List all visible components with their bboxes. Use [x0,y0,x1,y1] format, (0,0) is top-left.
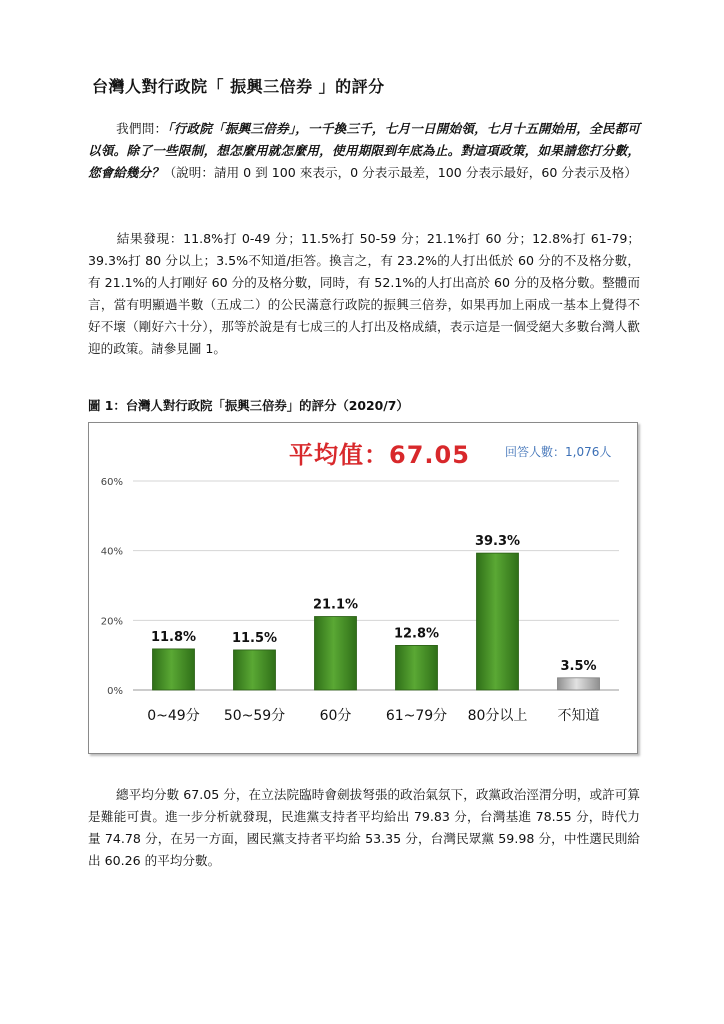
data-label: 39.3% [474,534,521,550]
x-category-label: 61~79分 [385,708,448,724]
bar-chart [89,423,637,753]
respondents-label: 回答人數：1,076人 [505,445,612,459]
data-label: 12.8% [393,626,440,642]
figure-caption: 圖 1：台灣人對行政院「振興三倍券」的評分（2020/7） [88,398,409,413]
question-note: （說明：請用 0 到 100 來表示，0 分表示最差，100 分表示最好，60 分表示及格） [163,165,637,180]
results-paragraph [88,228,640,360]
bar-1 [234,650,276,690]
question-text: 「行政院「振興三倍券」，一千換三千，七月一日開始領，七月十五開始用，全民都可以領。除了一些限制，想怎麼用就怎麼用，使用期限到年底為止。對這項政策，如果請您打分數，您會給幾分？ [88,121,641,180]
bar-0 [153,649,195,690]
x-category-label: 不知道 [557,708,600,724]
x-category-label: 80分以上 [467,708,528,724]
x-category-label: 50~59分 [223,708,286,724]
data-label: 3.5% [560,658,597,674]
bar-3 [396,645,438,690]
summary-paragraph [88,784,640,872]
data-label: 11.5% [231,630,278,646]
results-text: 結果發現：11.8%打 0-49 分；11.5%打 50-59 分；21.1%打 60 分；12.8%打 61-79；39.3%打 80 分以上；3.5%不知道/拒答。換言之，有 23.2%的人打出低於 60 分的不及格分數，有 21.1%的人打剛好 60 分的及格分數，同時，有 52.1%的人打出高於 60 分的及格分數。整體而言，當有明顯過半數（五成二）的公民滿意行政院的振興三倍券，如果再加上兩成一基本上覺得不好不壞（剛好六十分），那等於說是有七成三的人打出及格成績，表示這是一個受絕大多數台灣人歡迎的政策。請參見圖 1。 [88,231,640,356]
data-label: 11.8% [150,629,197,645]
page-title: 台灣人對行政院「 振興三倍券 」的評分 [92,77,385,96]
data-label: 21.1% [312,597,359,613]
y-tick-label: 0% [107,686,123,697]
y-tick-label: 60% [100,477,123,488]
question-paragraph [88,118,640,184]
x-category-label: 0~49分 [147,708,200,724]
chart-frame [88,422,638,754]
question-intro: 我們問： [116,121,168,136]
summary-text: 總平均分數 67.05 分，在立法院臨時會劍拔弩張的政治氣氛下，政黨政治涇渭分明，或許可算是難能可貴。進一步分析就發現，民進黨支持者平均給出 79.83 分，台灣基進 78.55 分，時代力量 74.78 分，在另一方面，國民黨支持者平均給 53.35 分，台灣民眾黨 59.98 分，中性選民則給出 60.26 的平均分數。 [88,787,640,868]
bar-2 [315,617,357,690]
bar-4 [477,553,519,690]
bar-5 [558,678,600,690]
y-tick-label: 40% [100,546,123,558]
y-tick-label: 20% [100,616,123,628]
x-category-label: 60分 [319,708,352,724]
average-label: 平均值：67.05 [289,441,470,469]
